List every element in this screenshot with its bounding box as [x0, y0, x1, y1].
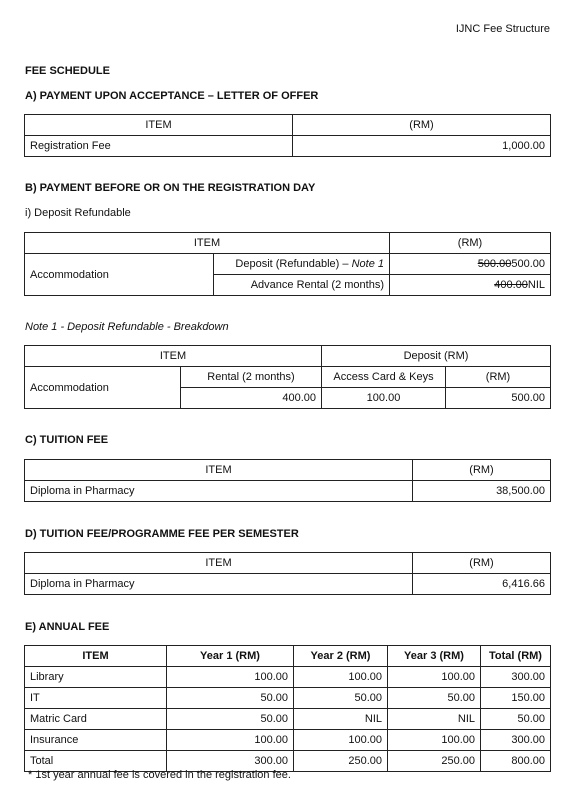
table-header-row — [25, 115, 551, 136]
year1-value: 50.00 — [167, 709, 294, 730]
table-row — [25, 730, 551, 751]
row-label: Diploma in Pharmacy — [25, 481, 413, 502]
col-item-header: ITEM — [25, 646, 167, 667]
col-rm-header: (RM) — [293, 115, 551, 136]
year2-value: 50.00 — [294, 688, 388, 709]
table-row — [25, 367, 551, 388]
row-value: 38,500.00 — [413, 481, 551, 502]
year3-value: NIL — [388, 709, 481, 730]
section-b-subheading: i) Deposit Refundable — [25, 207, 131, 219]
note-1-heading: Note 1 - Deposit Refundable - Breakdown — [25, 321, 229, 333]
deposit-value — [390, 254, 551, 275]
row-value: 1,000.00 — [293, 136, 551, 157]
col-rm-header: (RM) — [390, 233, 551, 254]
col-item-header: ITEM — [25, 553, 413, 574]
table-header-row — [25, 553, 551, 574]
old-value: 400.00 — [494, 279, 528, 291]
total-value: 500.00 — [446, 388, 551, 409]
document-header: IJNC Fee Structure — [455, 23, 550, 35]
section-c-table — [24, 459, 551, 502]
col-total-header: Total (RM) — [481, 646, 551, 667]
section-d-table — [24, 552, 551, 595]
advance-rental-value — [390, 275, 551, 296]
year2-value: 100.00 — [294, 730, 388, 751]
col-year1-header: Year 1 (RM) — [167, 646, 294, 667]
table-row — [25, 254, 551, 275]
row-label: Library — [25, 667, 167, 688]
row-label: Registration Fee — [25, 136, 293, 157]
page-title: FEE SCHEDULE — [25, 65, 110, 77]
section-a-heading: A) PAYMENT UPON ACCEPTANCE – LETTER OF OFFER — [25, 90, 319, 102]
row-label: Matric Card — [25, 709, 167, 730]
rental-value: 400.00 — [181, 388, 322, 409]
section-b-table — [24, 232, 551, 296]
total-value: 800.00 — [481, 751, 551, 772]
note-ref: Note 1 — [351, 258, 384, 270]
section-e-table — [24, 645, 551, 772]
row-label: Accommodation — [25, 254, 214, 296]
access-card-subheader: Access Card & Keys — [322, 367, 446, 388]
total-value: 300.00 — [481, 730, 551, 751]
total-value: 150.00 — [481, 688, 551, 709]
year2-value: NIL — [294, 709, 388, 730]
col-year2-header: Year 2 (RM) — [294, 646, 388, 667]
year2-value: 250.00 — [294, 751, 388, 772]
section-b-heading: B) PAYMENT BEFORE OR ON THE REGISTRATION DAY — [25, 182, 316, 194]
table-row — [25, 481, 551, 502]
row-label: Diploma in Pharmacy — [25, 574, 413, 595]
col-deposit-header: Deposit (RM) — [322, 346, 551, 367]
year3-value: 100.00 — [388, 730, 481, 751]
year1-value: 50.00 — [167, 688, 294, 709]
row-label: Accommodation — [25, 367, 181, 409]
year1-value: 100.00 — [167, 730, 294, 751]
col-rm-header: (RM) — [413, 460, 551, 481]
year3-value: 250.00 — [388, 751, 481, 772]
annual-fee-footnote: * 1st year annual fee is covered in the registration fee. — [28, 769, 291, 781]
old-value: 500.00 — [477, 258, 512, 270]
advance-rental-label: Advance Rental (2 months) — [214, 275, 390, 296]
rm-subheader: (RM) — [446, 367, 551, 388]
year3-value: 50.00 — [388, 688, 481, 709]
col-item-header: ITEM — [25, 233, 390, 254]
table-row — [25, 667, 551, 688]
table-row — [25, 574, 551, 595]
col-rm-header: (RM) — [413, 553, 551, 574]
deposit-label — [214, 254, 390, 275]
note-1-table — [24, 345, 551, 409]
row-label: Insurance — [25, 730, 167, 751]
col-item-header: ITEM — [25, 460, 413, 481]
table-row — [25, 688, 551, 709]
year2-value: 100.00 — [294, 667, 388, 688]
table-header-row — [25, 346, 551, 367]
table-header-row — [25, 233, 551, 254]
total-value: 50.00 — [481, 709, 551, 730]
section-d-heading: D) TUITION FEE/PROGRAMME FEE PER SEMESTER — [25, 528, 299, 540]
year1-value: 300.00 — [167, 751, 294, 772]
deposit-label-text: Deposit (Refundable) – — [235, 258, 352, 270]
access-card-value: 100.00 — [322, 388, 446, 409]
row-value: 6,416.66 — [413, 574, 551, 595]
row-label: Total — [25, 751, 167, 772]
table-row — [25, 136, 551, 157]
table-row — [25, 709, 551, 730]
table-header-row — [25, 460, 551, 481]
section-e-heading: E) ANNUAL FEE — [25, 621, 110, 633]
section-a-table — [24, 114, 551, 157]
rental-subheader: Rental (2 months) — [181, 367, 322, 388]
table-header-row — [25, 646, 551, 667]
col-year3-header: Year 3 (RM) — [388, 646, 481, 667]
col-item-header: ITEM — [25, 115, 293, 136]
new-value: 500.00 — [511, 258, 545, 270]
new-value: NIL — [527, 279, 545, 291]
year3-value: 100.00 — [388, 667, 481, 688]
total-value: 300.00 — [481, 667, 551, 688]
row-label: IT — [25, 688, 167, 709]
section-c-heading: C) TUITION FEE — [25, 434, 109, 446]
col-item-header: ITEM — [25, 346, 322, 367]
year1-value: 100.00 — [167, 667, 294, 688]
